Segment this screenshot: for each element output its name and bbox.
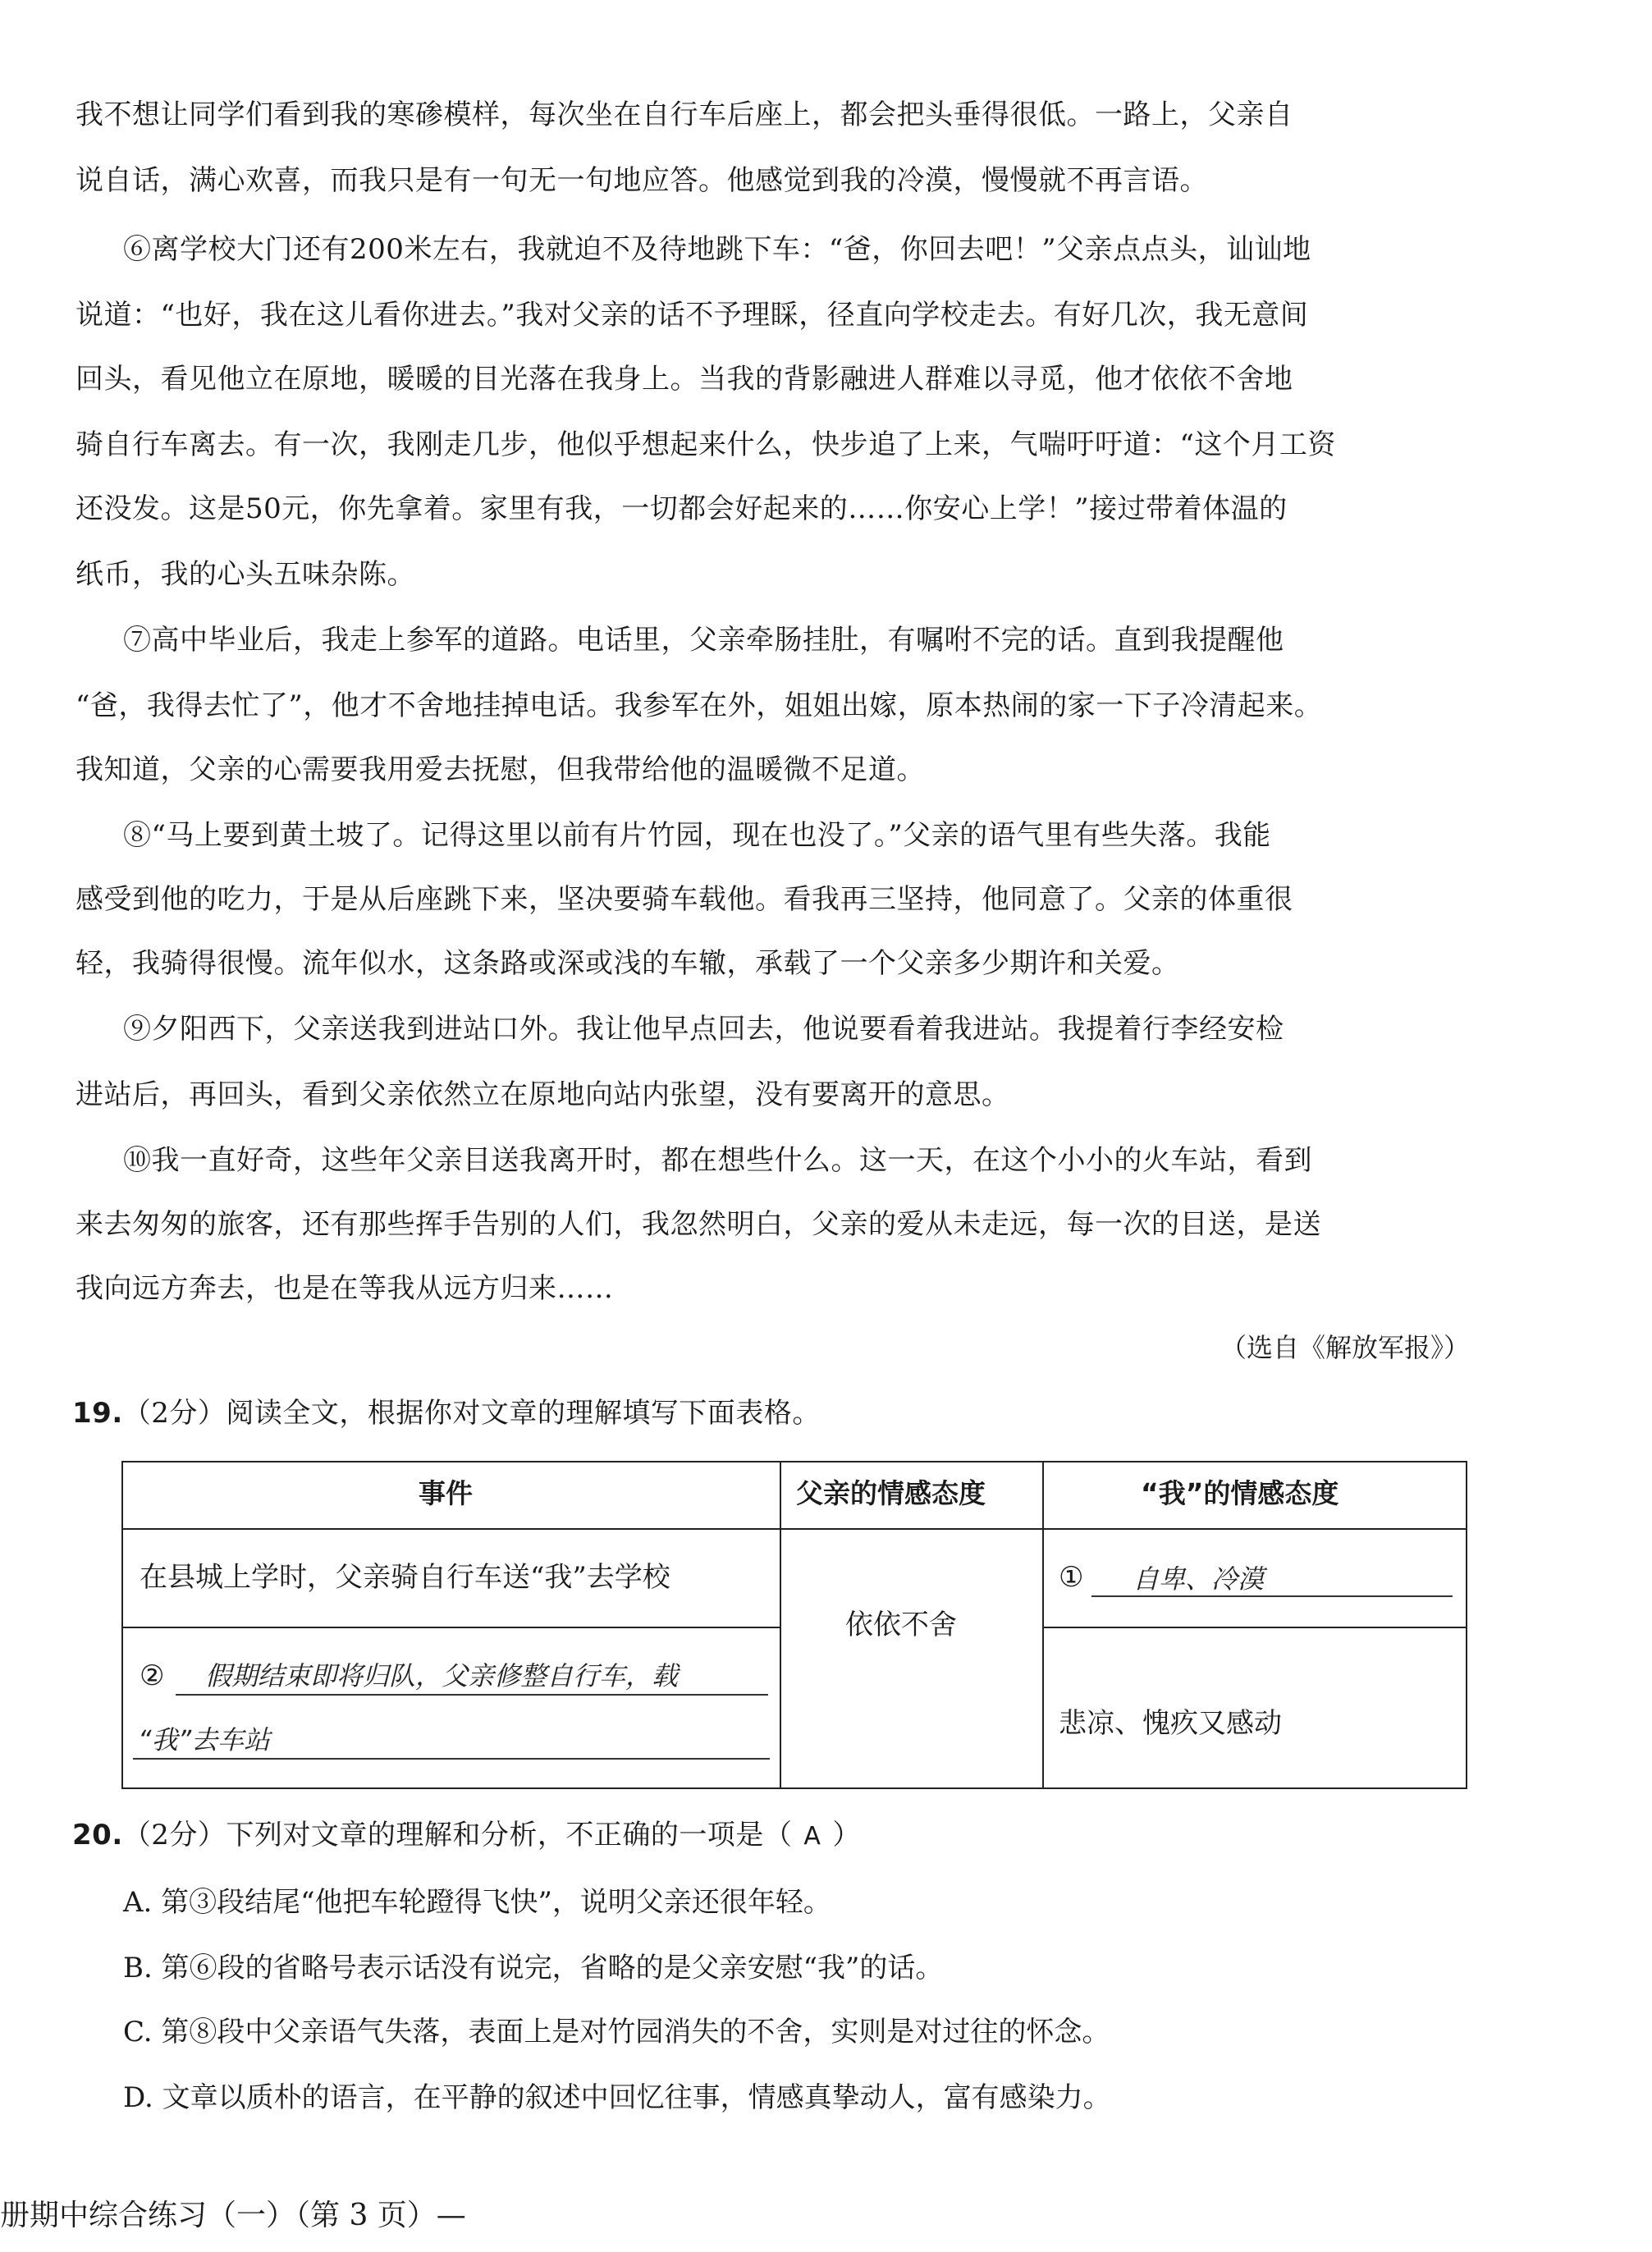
table-header: “我”的情感态度 — [1141, 1477, 1339, 1509]
passage-line: 说道：“也好，我在这儿看你进去。”我对父亲的话不予理睬，径直向学校走去。有好几次，我无意间 — [76, 299, 1309, 332]
handwritten-answer: 假期结束即将归队，父亲修整自行车，载 — [205, 1660, 679, 1691]
answer-underline — [133, 1758, 770, 1760]
answer-table — [121, 1461, 1467, 1789]
answer-underline — [176, 1694, 768, 1696]
table-cell-me: 悲凉、愧疚又感动 — [1059, 1707, 1282, 1740]
table-divider — [123, 1627, 780, 1628]
question-text: （2分）下列对文章的理解和分析，不正确的一项是（ — [122, 1819, 793, 1851]
passage-line: ⑧“马上要到黄土坡了。记得这里以前有片竹园，现在也没了。”父亲的语气里有些失落。我能 — [123, 819, 1271, 852]
passage-line: 我知道，父亲的心需要我用爱去抚慰，但我带给他的温暖微不足道。 — [76, 753, 925, 786]
question-text: （2分）阅读全文，根据你对文章的理解填写下面表格。 — [122, 1397, 821, 1430]
passage-line: ⑨夕阳西下，父亲送我到进站口外。我让他早点回去，他说要看着我进站。我提着行李经安检 — [123, 1013, 1284, 1046]
passage-line: 还没发。这是50元，你先拿着。家里有我，一切都会好起来的……你安心上学！”接过带着体温的 — [76, 492, 1288, 525]
passage-line: 轻，我骑得很慢。流年似水，这条路或深或浅的车辙，承载了一个父亲多少期许和关爱。 — [76, 947, 1180, 980]
answer-marker: ② — [140, 1659, 165, 1692]
question-text-end: ） — [832, 1819, 861, 1851]
passage-line: ⑩我一直好奇，这些年父亲目送我离开时，都在想些什么。这一天，在这个小小的火车站，看到 — [123, 1144, 1312, 1177]
table-cell-event: 在县城上学时，父亲骑自行车送“我”去学校 — [140, 1561, 670, 1594]
handwritten-choice: A — [803, 1822, 821, 1851]
table-divider — [780, 1462, 781, 1787]
handwritten-answer: 自卑、冷漠 — [1133, 1563, 1265, 1595]
option-c: C. 第⑧段中父亲语气失落，表面上是对竹园消失的不舍，实则是对过往的怀念。 — [123, 2016, 1110, 2048]
passage-line: 纸币，我的心头五味杂陈。 — [76, 558, 415, 591]
passage-line: ⑦高中毕业后，我走上参军的道路。电话里，父亲牵肠挂肚，有嘱咐不完的话。直到我提醒他 — [123, 624, 1284, 657]
passage-line: 进站后，再回头，看到父亲依然立在原地向站内张望，没有要离开的意思。 — [76, 1078, 1010, 1111]
option-d: D. 文章以质朴的语言，在平静的叙述中回忆往事，情感真挚动人，富有感染力。 — [123, 2081, 1111, 2114]
passage-source: （选自《解放军报》） — [1220, 1332, 1470, 1363]
passage-line: “爸，我得去忙了”，他才不舍地挂掉电话。我参军在外，姐姐出嫁，原本热闹的家一下子冷清起来。 — [76, 689, 1323, 722]
handwritten-answer: “我”去车站 — [138, 1724, 271, 1755]
table-header: 父亲的情感态度 — [796, 1477, 986, 1509]
passage-line: 我向远方奔去，也是在等我从远方归来…… — [76, 1272, 614, 1305]
passage-line: 感受到他的吃力，于是从后座跳下来，坚决要骑车载他。看我再三坚持，他同意了。父亲的体重很 — [76, 883, 1293, 916]
question-19 — [72, 1395, 821, 1431]
table-divider — [123, 1528, 1466, 1530]
passage-line: ⑥离学校大门还有200米左右，我就迫不及待地跳下车：“爸，你回去吧！”父亲点点头，讪讪地 — [123, 233, 1311, 266]
table-header: 事件 — [419, 1477, 473, 1509]
question-number: 20. — [72, 1819, 123, 1851]
option-a: A. 第③段结尾“他把车轮蹬得飞快”，说明父亲还很年轻。 — [123, 1886, 831, 1919]
page-footer: 册期中综合练习（一）（第 3 页）— — [0, 2199, 466, 2232]
answer-marker: ① — [1059, 1561, 1084, 1594]
table-cell-father: 依依不舍 — [845, 1609, 957, 1641]
table-divider — [1042, 1627, 1466, 1628]
question-number: 19. — [72, 1397, 123, 1430]
answer-underline — [1091, 1595, 1453, 1597]
table-divider — [1042, 1462, 1044, 1787]
passage-line: 来去匆匆的旅客，还有那些挥手告别的人们，我忽然明白，父亲的爱从未走远，每一次的目送，是送 — [76, 1208, 1321, 1241]
passage-line: 骑自行车离去。有一次，我刚走几步，他似乎想起来什么，快步追了上来，气喘吁吁道：“这个月工资 — [76, 428, 1336, 461]
passage-line: 说自话，满心欢喜，而我只是有一句无一句地应答。他感觉到我的冷漠，慢慢就不再言语。 — [76, 164, 1208, 197]
question-20 — [72, 1817, 861, 1855]
option-b: B. 第⑥段的省略号表示话没有说完，省略的是父亲安慰“我”的话。 — [123, 1952, 944, 1984]
passage-line: 回头，看见他立在原地，暖暖的目光落在我身上。当我的背影融进人群难以寻觅，他才依依不舍地 — [76, 363, 1293, 396]
passage-line: 我不想让同学们看到我的寒碜模样，每次坐在自行车后座上，都会把头垂得很低。一路上，父亲自 — [76, 98, 1293, 131]
